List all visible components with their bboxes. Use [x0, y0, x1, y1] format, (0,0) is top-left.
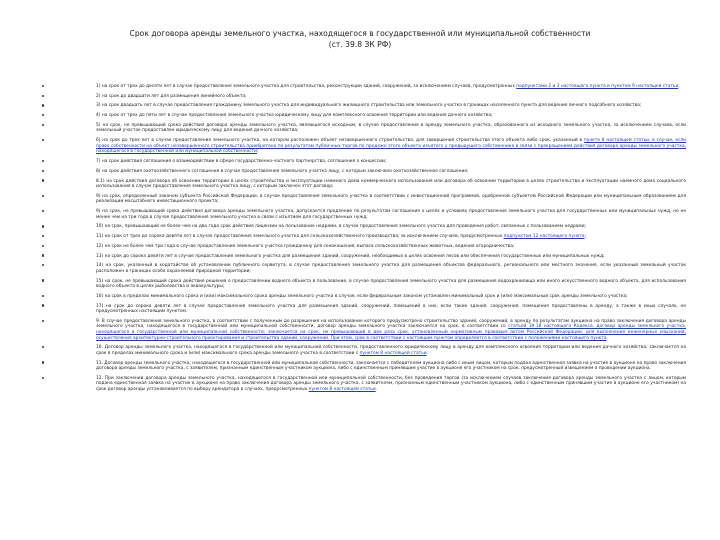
list-item [36, 376, 686, 393]
item-text: 17) на срок до сорока девяти лет в случае предоставления земельного участка для размещения зданий, сооружений, помещений в них, если такие здания, сооружения, помещения предоставлены в аренду, а также в иных случаях, не предусмотренных настоящим пунктом. [96, 303, 686, 315]
bullet-icon [42, 304, 44, 306]
list-item [36, 179, 686, 190]
bullet-icon [42, 179, 44, 181]
item-text: 10. Договор аренды земельного участка, находящегося в государственной или муниципальной собственности, предоставленного юридическому лицу в аренду для комплексного освоения территории или ведения дачного хозяйства, заключается на срок в пределах минимального срока и (или) максимального срока аренды земельного участка в соответствии с [96, 345, 686, 356]
list-item [36, 84, 686, 90]
list-item [36, 169, 686, 175]
title-line-1: Срок договора аренды земельного участка, находящегося в государственной или муниципальной собственности [129, 29, 591, 38]
legal-reference-link[interactable]: подпунктами 2 и 3 настоящего пункта и пунктом 9 настоящей статьи [516, 84, 679, 89]
item-text-tail: . [426, 350, 428, 356]
legal-reference-link[interactable]: подпунктом 12 настоящего пункта [503, 234, 585, 240]
item-text-tail: ; [584, 234, 587, 240]
list-item [36, 138, 686, 155]
bullet-icon [42, 85, 44, 87]
item-text: 6) на срок до трех лет в случае предоставления земельного участка, на котором расположен объект незавершенного строительства, для завершения строительства этого объекта либо срок, указанный в [96, 138, 584, 144]
item-text: 10) на срок, превышающий не более чем на два года срок действия лицензии на пользование недрами, в случае предоставления земельного участка для проведения работ, связанных с пользованием недрами; [96, 224, 586, 230]
list-item [36, 123, 686, 134]
bullet-icon [42, 254, 44, 256]
list-item [36, 224, 686, 230]
legal-reference-link[interactable]: статьей 39.18 настоящего Кодекса, договор аренды земельного участка, находящегося в государственной или муниципальной собственности, заключается на срок, не превышающий в два раза срок, установленный нормативным правовым актом Российской Федерации, для выполнения инженерных изысканий, осуществления архитектурно-строительного проектирования и строительства зданий, сооружений. При этом, срок в соответствии с настоящим пунктом определяется в соответствии с положениями настоящего пункта [96, 324, 686, 341]
list-item [36, 294, 686, 300]
bullet-icon [42, 346, 44, 348]
list-item [36, 103, 686, 109]
item-text: 12. При заключении договора аренды земельного участка, находящегося в государственной или муниципальной собственности, без проведения торгов (за исключением случаев заключения договора аренды земельного участка с лицом, которым подана единственная заявка на участие в аукционе на право заключения договора аренды земельного участка, с заявителем, признанным единственным участником аукциона, либо с единственным принявшим участие в аукционе его участником) на срок договор аренды устанавливается по выбору арендатора в случаях, предусмотренных [96, 375, 686, 392]
item-text: 5) на срок, не превышающий срока действия договора аренды земельного участка, являющегося исходным, в случае предоставления в аренду земельного участка, образованного из исходного земельного участка, за исключением случаев, если земельный участок предоставлен юридическому лицу для ведения дачного хозяйства; [96, 122, 686, 134]
item-text: 9) на срок, определенный законом субъекта Российской Федерации, в случае предоставления земельного участка в соответствии с инвестиционной программой, одобренной субъектом Российской Федерации или муниципальным образованием для реализации масштабного инвестиционного проекта; [96, 193, 686, 205]
item-text-tail: . [375, 386, 378, 392]
item-text-tail: . [606, 335, 608, 341]
title-line-2: (ст. 39.8 ЗК РФ) [328, 40, 392, 49]
item-text: 8) на срок действия охотхозяйственного соглашения в случае предоставления земельного участка лицу, с которым заключено охотхозяйственное соглашение; [96, 168, 469, 174]
list-item [36, 113, 686, 119]
bullet-icon [42, 264, 44, 266]
item-text: 12) на срок не более чем три года в случае предоставления земельного участка гражданину для сенокошения, выпаса сельскохозяйственных животных, ведения огородничества; [96, 243, 515, 249]
bullet-icon [42, 320, 44, 322]
list-item [36, 244, 686, 250]
item-text: 3) на срок двадцать лет в случае предоставления гражданину земельного участка для индивидуального жилищного строительства или земельного участка в границах населенного пункта для ведения личного подсобного хозяйства; [96, 103, 642, 109]
bullet-icon [42, 279, 44, 281]
bullet-icon [42, 195, 44, 197]
bullet-icon [42, 114, 44, 116]
page-title [100, 28, 620, 50]
item-text: 4) на срок от трех до пяти лет в случае предоставления земельного участка юридическому лицу для комплексного освоения территории или ведения дачного хозяйства; [96, 113, 493, 119]
list-item [36, 319, 686, 341]
bullet-icon [42, 377, 44, 379]
list-item [36, 194, 686, 205]
list-item [36, 159, 686, 165]
legal-reference-link[interactable]: пункте 8 настоящей статьи, в случае, если право собственности на объект незавершенного строительства приобретено по результатам публичных торгов по продаже этого объекта изъятого у предыдущего собственника в связи с прекращением действия договора аренды земельного участка, находящегося в государственной или муниципальной собственности [96, 138, 687, 155]
item-text: 16) на срок в пределах минимального срока и (или) максимального срока аренды земельного участка в случае, если федеральным законом установлен минимальный срок и (или) максимальный срок аренды земельного участка; [96, 293, 628, 299]
item-text-tail: ; [678, 84, 680, 89]
legal-reference-link[interactable]: пунктом 8 настоящей статьи [359, 350, 427, 356]
list-item [36, 361, 686, 372]
item-text: 2) на срок до двадцати лет для размещения линейного объекта; [96, 93, 247, 99]
item-text: 9) на срок, не превышающий срока действия договора аренды земельного участка, допускается продление по результатам соглашения о целях и условиях предоставления земельного участка для государственных или муниципальных нужд, но не менее чем на три года в случае предоставления земельного участка в связи с изъятием для государственных нужд; [96, 209, 686, 220]
bullet-icon [42, 225, 44, 227]
list-item [36, 94, 686, 100]
item-text: 1) на срок от трех до десяти лет в случае предоставления земельного участка для строительства, реконструкции зданий, сооружений, за исключением случаев, предусмотренных [96, 84, 517, 89]
bullet-icon [42, 245, 44, 247]
bullet-icon [42, 104, 44, 106]
item-text: 8.1) на срок действия договора об освоении территории в целях строительства и эксплуатации наемного дома коммерческого использования или договора об освоении территории в целях строительства и эксплуатации наемного дома социального использования в случае предоставления земельного участка лицу, с которым заключен этот договор; [96, 178, 686, 190]
item-text: 7) на срок действия соглашения о взаимодействии в сфере государственно-частного партнерства, соглашения о концессии; [96, 159, 387, 165]
list-item [36, 304, 686, 315]
bullet-icon [42, 170, 44, 172]
item-text: 9. В случае предоставления земельного участка, в соответствии с полученным до разрешения на использование которого предусмотрено строительство зданий, сооружений, в аренду по результатам аукциона на право заключения договора аренды земельного участка, находящегося в государственной или муниципальной собственности, договор аренды земельного участка заключается на срок, в соответствии со [96, 318, 686, 330]
bullet-icon [42, 235, 44, 237]
list-item [36, 234, 686, 240]
bullet-icon [42, 124, 44, 126]
bullet-icon [42, 210, 44, 212]
item-text: 13) на срок до сорока девяти лет в случае предоставления земельного участка для размещения зданий, сооружений, необходимых в целях освоения лесов или обеспечения государственных или муниципальных нужд; [96, 253, 605, 259]
item-text: 15) на срок, не превышающий срока действия решения о предоставлении водного объекта в пользование, в случае предоставления земельного участка для размещения водохранилища или иного искусственного водного объекта, для использования водного объекта в целях рыболовства и аквакультуры; [96, 278, 686, 290]
article-items-list [36, 84, 686, 397]
list-item [36, 209, 686, 220]
list-item [36, 345, 686, 356]
bullet-icon [42, 139, 44, 141]
list-item [36, 263, 686, 274]
list-item [36, 254, 686, 260]
list-item [36, 279, 686, 290]
item-text-tail: ; [256, 149, 259, 155]
bullet-icon [42, 160, 44, 162]
item-text: 11) на срок от трех до сорока девяти лет в случае предоставления земельного участка для сельскохозяйственного производства, за исключением случаев, предусмотренных [96, 234, 504, 240]
legal-reference-link[interactable]: пунктом 8 настоящей статьи [308, 386, 376, 392]
bullet-icon [42, 295, 44, 297]
item-text: 11. Договор аренды земельного участка, находящегося в государственной или муниципальной собственности, заключается с победителем аукциона либо с иным лицом, которым подана единственная заявка на участие в аукционе на право заключения договора аренды земельного участка, с заявителем, признанным единственным участником аукциона, либо с единственным принявшим участие в аукционе его участником на срок, предусмотренный извещением о проведении аукциона. [96, 360, 686, 372]
item-text: 14) на срок, указанный в ходатайстве об установлении публичного сервитута, в случае предоставления земельного участка для размещения объектов федерального, регионального или местного значения, если указанный земельный участок расположен в границах особо охраняемой природной территории; [96, 263, 686, 274]
bullet-icon [42, 361, 44, 363]
bullet-icon [42, 95, 44, 97]
